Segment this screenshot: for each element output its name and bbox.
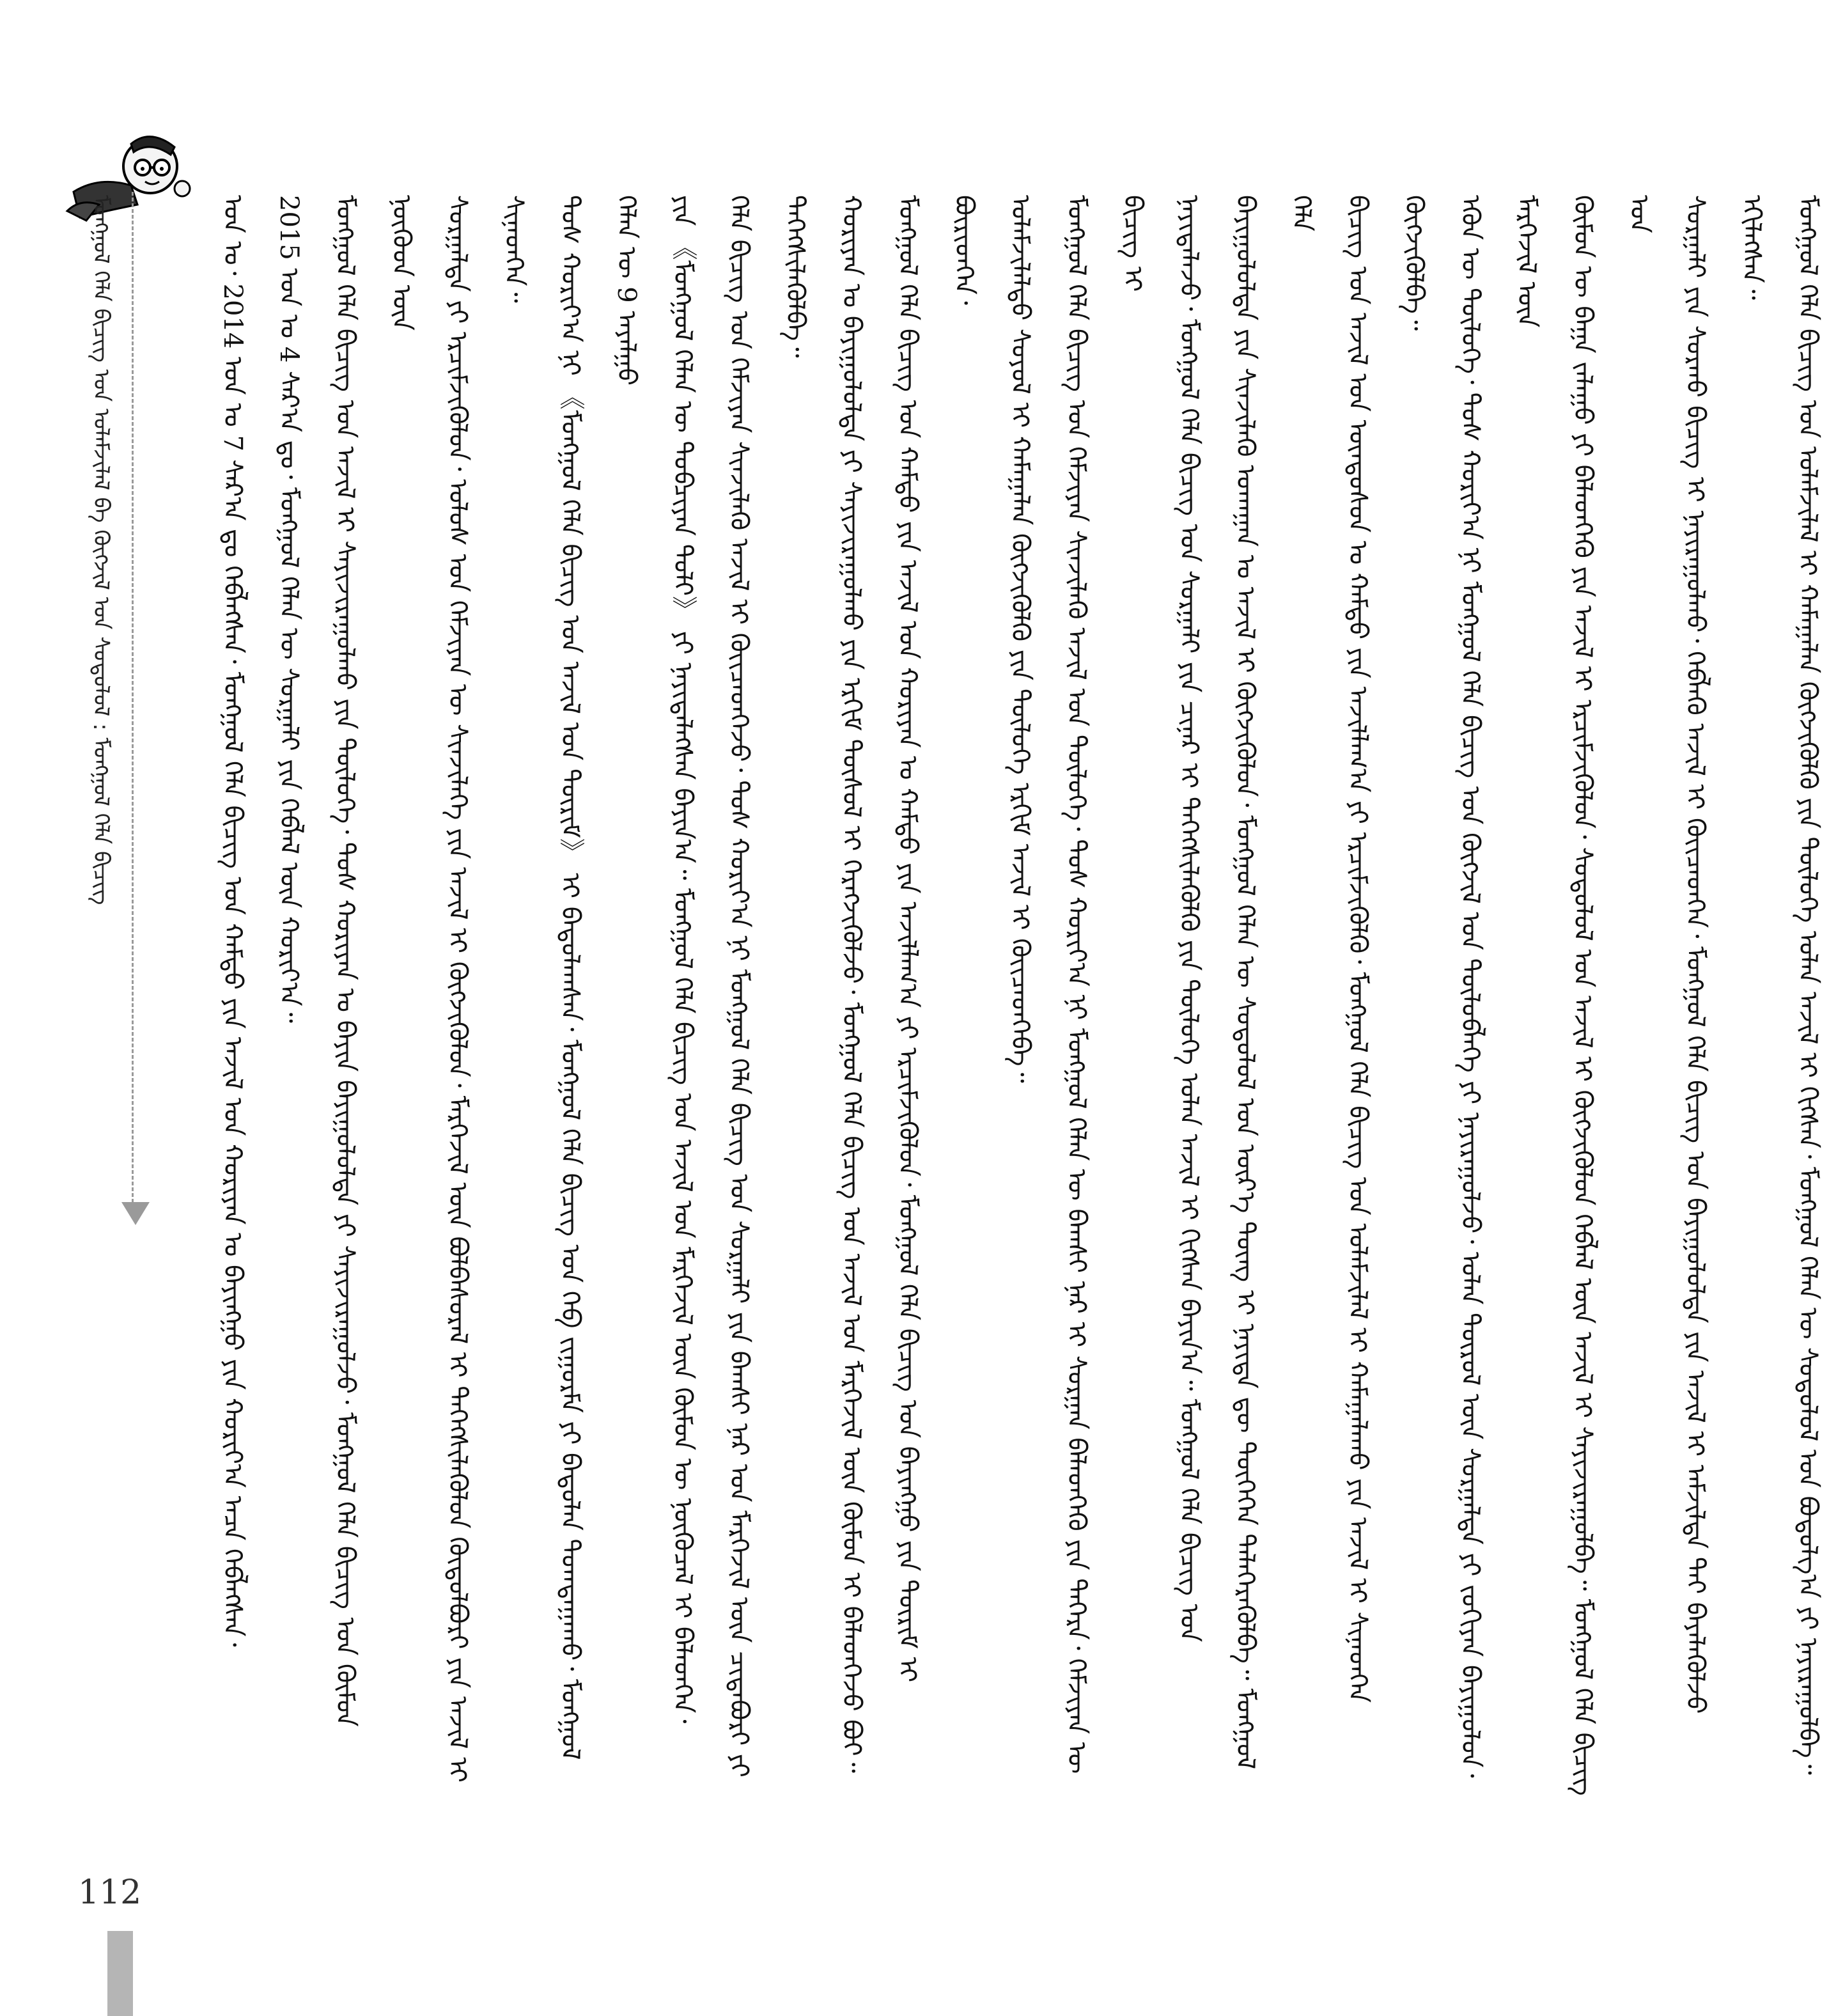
- text-line: ᠬᠣᠷᠢᠶᠠᠨ ᠤ ᠪᠠᠶᠢᠭᠤᠯᠤᠯᠲᠠ ᠶᠢ ᠰᠠᠶᠢᠵᠢᠷᠠᠭᠤᠯᠬᠤ ᠶᠢᠨ ᠡᠷᠬᠢᠮ ᠲᠥᠰᠥᠯ ᠢ ᠬᠡᠷᠡᠭᠵᠢᠭᠦᠯᠵᠦ᠂ ᠮᠣᠩᠭᠣᠯ ᠬᠡᠯᠡ ᠪᠢᠴᠢᠭ ᠤᠨ ᠠᠵᠢᠯ ᠤᠨ ᠮᠡᠷᠭᠡᠵᠢᠯ ᠦᠨ ᠬᠦᠮᠦᠨ ᠢ ᠪᠡᠯᠡᠳᠬᠡᠵᠦ ᠪᠤᠢ᠃: [837, 195, 866, 1773]
- text-line: ᠮᠣᠩᠭᠣᠯ ᠬᠡᠯᠡ ᠪᠢᠴᠢᠭ ᠤᠨ ᠤᠯᠠᠮᠵᠢᠯᠠᠯ ᠢ ᠬᠠᠮᠠᠭᠠᠯᠠᠨ ᠬᠥᠭᠵᠢᠭᠦᠯᠬᠦ ᠶᠢᠨ ᠲᠥᠯᠥᠭᠡ ᠣᠯᠠᠨ ᠠᠵᠢᠯ ᠢ ᠬᠢᠭᠰᠡᠨ᠂ ᠮᠣᠩᠭᠣᠯ ᠬᠡᠯᠡᠨ ᠦ ᠰᠤᠳᠤᠯᠤᠯ ᠤᠨ ᠪᠣᠳᠣᠯᠭ᠎ᠠ ᠶᠢ ᠨᠠᠶᠢᠷᠠᠭᠤᠯᠪᠠ᠃: [1793, 195, 1823, 1775]
- triangle-down-icon: [121, 1202, 150, 1225]
- text-line: ᠣᠨ ᠤ᠂ 2014 ᠣᠨ ᠤ 7 ᠰᠠᠷ᠎ᠠ ᠳᠤ ᠬᠡᠪᠯᠡᠭᠰᠡᠨ᠂ ᠮᠣᠩᠭᠣᠯ ᠬᠡᠯᠡ ᠪᠢᠴᠢᠭ ᠤᠨ ᠬᠠᠮᠲᠤ ᠶᠢᠨ ᠠᠵᠢᠯ ᠤᠨ ᠬᠣᠷᠢᠶᠠᠨ ᠤ ᠪᠠᠶᠢᠩᠭᠤ ᠶᠢᠨ ᠬᠣᠷᠢᠶ᠎ᠠ ᠠᠴᠠ ᠬᠡᠪᠯᠡᠭᠰᠡᠨ᠂: [218, 195, 247, 1647]
- body-text: [205, 195, 1823, 1800]
- text-line: 2015 ᠣᠨ ᠤ 4 ᠰᠠᠷ᠎ᠠ ᠳᠤ᠂ ᠮᠣᠩᠭᠣᠯ ᠬᠡᠯᠡᠨ ᠦ ᠰᠤᠷᠭᠠᠯᠢ ᠶᠢᠨ ᠬᠡᠪᠯᠡᠯ ᠦᠨ ᠬᠣᠷᠢᠶ᠎ᠠ᠃: [274, 195, 304, 1023]
- text-line: ᠲᠤᠰ ᠬᠣᠷᠢᠶ᠎ᠠ ᠨᠢ 《ᠮᠣᠩᠭᠣᠯ ᠬᠡᠯᠡ ᠪᠢᠴᠢᠭ ᠤᠨ ᠠᠵᠢᠯ ᠤᠨ ᠳᠦᠷᠢᠮ》 ᠢ ᠪᠠᠲᠤᠯᠠᠭᠰᠠᠨ᠂ ᠮᠣᠩᠭᠣᠯ ᠬᠡᠯᠡ ᠪᠢᠴᠢᠭ ᠤᠨ ᠬᠡᠪ ᠵᠢᠭᠤᠷᠮᠠ ᠶᠢ ᠪᠠᠳᠤᠯᠠᠨ ᠲᠣᠭᠲᠠᠭᠠᠬᠤ᠂ ᠮᠣᠩᠭᠣᠯ ᠬᠡᠯᠡᠨ ᠦ 9 ᠠᠶᠠᠯᠭᠤ: [556, 195, 641, 1760]
- text-line: ᠬᠡᠯᠡ ᠪᠢᠴᠢᠭ ᠤᠨ ᠬᠡᠮᠵᠢᠶᠡᠨ ᠰᠢᠨᠵᠢᠯᠡᠬᠦ ᠠᠵᠢᠯ ᠢ ᠭᠦᠢᠴᠡᠳᠭᠡᠵᠦ᠂ ᠲᠤᠰ ᠬᠣᠷᠢᠶ᠎ᠠ ᠨᠢ ᠮᠣᠩᠭᠣᠯ ᠬᠡᠯᠡ ᠪᠢᠴᠢᠭ ᠤᠨ ᠰᠤᠷᠭᠠᠯᠢ ᠶᠢᠨ ᠪᠠᠭᠰᠢ ᠨᠠᠷ ᠤᠨ ᠮᠡᠷᠭᠡᠵᠢᠯ ᠦᠨ ᠴᠢᠳᠠᠪᠤᠷᠢ ᠶᠢ ᠳᠡᠭᠡᠭᠰᠢᠯᠡᠭᠦᠯᠪᠡ᠃: [724, 195, 810, 1778]
- text-line: ᠪᠠᠶᠢᠭᠤᠯᠤᠯᠲᠠ ᠶᠢᠨ ᠰᠢᠨᠵᠢᠯᠡᠬᠦ ᠤᠬᠠᠭᠠᠨ ᠤ ᠠᠵᠢᠯ ᠢ ᠬᠥᠭᠵᠢᠭᠦᠯᠦᠨ᠂ ᠮᠣᠩᠭᠣᠯ ᠬᠡᠯᠡᠨ ᠦ ᠰᠤᠳᠤᠯᠤᠯ ᠤᠨ ᠦᠷ᠎ᠡ ᠳᠦᠩ ᠢ ᠨᠡᠶᠢᠲᠡ ᠳᠦ ᠲᠦᠭᠡᠭᠡᠨ ᠳᠡᠯᠡᠭᠡᠷᠡᠭᠦᠯᠪᠡ᠃ ᠮᠣᠩᠭᠣᠯ ᠬᠡᠯᠡ: [1231, 195, 1316, 1770]
- text-line: ᠬᠦᠮᠦᠨ ᠦ ᠪᠠᠭᠠ ᠵᠠᠯᠠᠭᠤ ᠶᠢ ᠪᠡᠯᠡᠳᠬᠡᠬᠦ ᠶᠢᠨ ᠠᠵᠢᠯ ᠢ ᠡᠷᠴᠢᠮᠵᠢᠭᠦᠯᠦᠨ᠂ ᠰᠤᠳᠤᠯᠤᠯ ᠤᠨ ᠠᠵᠢᠯ ᠢ ᠬᠥᠭᠵᠢᠭᠦᠯᠦᠨ ᠬᠡᠪᠯᠡᠯ ᠦᠨ ᠠᠵᠢᠯ ᠢ ᠰᠠᠶᠢᠵᠢᠷᠠᠭᠤᠯᠪᠠ᠃ ᠮᠣᠩᠭᠣᠯ ᠬᠡᠯᠡ ᠪᠢᠴᠢᠭ ᠤᠨ: [1568, 195, 1654, 1796]
- text-line: ᠰᠤᠷᠭᠠᠯᠲᠠ ᠶᠢ ᠡᠷᠴᠢᠮᠵᠢᠭᠦᠯᠦᠨ᠂ ᠤᠯᠤᠰ ᠤᠨ ᠬᠡᠮᠵᠢᠶᠡᠨ ᠦ ᠰᠢᠨᠵᠢᠯᠡᠭᠡ ᠶᠢᠨ ᠠᠵᠢᠯ ᠢ ᠬᠥᠭᠵᠢᠭᠦᠯᠦᠨ᠂ ᠮᠡᠷᠭᠡᠵᠢᠯ ᠦᠨ ᠪᠣᠯᠪᠠᠰᠤᠷᠠᠯ ᠢ ᠳᠡᠭᠡᠭᠰᠢᠯᠡᠭᠦᠯᠦᠨ ᠬᠥᠲᠥᠯᠪᠦᠷᠢ ᠶᠢᠨ ᠠᠵᠢᠯ ᠢ ᠰᠢᠨᠡᠳᠭᠡᠨ᠃: [443, 195, 529, 1783]
- text-line: ᠪᠢᠴᠢᠭ ᠤᠨ ᠠᠵᠢᠯ ᠤᠨ ᠦᠨᠳᠦᠰᠦᠨ ᠤ ᠬᠠᠮᠲᠤ ᠶᠢᠨ ᠠᠵᠢᠯᠯᠠᠭ᠎ᠠ ᠶᠢ ᠡᠷᠴᠢᠮᠵᠢᠭᠦᠯᠬᠦ᠂ ᠮᠣᠩᠭᠣᠯ ᠬᠡᠯᠡ ᠪᠢᠴᠢᠭ ᠤᠨ ᠤᠯᠠᠮᠵᠢᠯᠠᠯ ᠢ ᠬᠠᠮᠠᠭᠠᠯᠠᠬᠤ ᠶᠢᠨ ᠠᠵᠢᠯ ᠢ ᠰᠢᠨᠡᠳᠭᠡᠨ ᠬᠥᠭᠵᠢᠭᠦᠯᠪᠡ᠃: [1343, 195, 1429, 1703]
- page-number: 112: [78, 1873, 142, 1912]
- text-line: ᠰᠤᠷᠭᠠᠯᠢ ᠶᠢᠨ ᠰᠤᠷᠬᠤ ᠪᠢᠴᠢᠭ ᠢ ᠨᠠᠶᠢᠷᠠᠭᠤᠯᠬᠤ᠂ ᠬᠡᠪᠯᠡᠬᠦ ᠠᠵᠢᠯ ᠢ ᠭᠦᠢᠴᠡᠳᠭᠡᠨ᠂ ᠮᠣᠩᠭᠣᠯ ᠬᠡᠯᠡ ᠪᠢᠴᠢᠭ ᠤᠨ ᠪᠠᠶᠢᠭᠤᠯᠤᠯᠲᠠ ᠶᠢᠨ ᠠᠵᠢᠯ ᠢ ᠠᠮᠵᠢᠯᠲᠠ ᠲᠠᠶ ᠪᠡᠶᠡᠯᠡᠭᠦᠯᠵᠦ ᠡᠬᠢᠯᠡᠭᠰᠡᠨ᠃: [1681, 195, 1766, 1714]
- cartoon-reader-mascot-icon: [61, 115, 195, 224]
- text-line: ᠨᠡᠶᠢᠲᠡᠯᠡᠵᠦ᠂ ᠮᠣᠩᠭᠣᠯ ᠬᠡᠯᠡ ᠪᠢᠴᠢᠭ ᠤᠨ ᠰᠤᠷᠭᠠᠯᠢ ᠶᠢᠨ ᠴᠢᠨᠠᠷ ᠢ ᠳᠡᠭᠡᠭᠰᠢᠯᠡᠭᠦᠯᠬᠦ ᠶᠢᠨ ᠲᠥᠯᠥᠭᠡ ᠣᠯᠠᠨ ᠠᠵᠢᠯ ᠢ ᠬᠢᠭᠰᠡᠨ ᠪᠠᠶᠢᠨ᠎ᠠ᠃ ᠮᠣᠩᠭᠣᠯ ᠬᠡᠯᠡ ᠪᠢᠴᠢᠭ ᠤᠨ: [1174, 195, 1204, 1643]
- page-edge-tab: [107, 1931, 133, 2016]
- running-header-title: ᠮᠣᠩᠭᠣᠯ ᠬᠡᠯᠡ ᠪᠢᠴᠢᠭ ᠤᠨ ᠤᠯᠠᠮᠵᠢᠯᠠᠯ ᠪᠠ ᠬᠥᠭᠵᠢᠯ ᠤᠨ ᠰᠤᠳᠤᠯᠤᠯ : ᠮᠣᠩᠭᠣᠯ ᠬᠡᠯᠡ ᠪᠢᠴᠢᠭ: [88, 195, 114, 905]
- text-line: ᠮᠣᠩᠭᠣᠯ ᠬᠡᠯᠡ ᠪᠢᠴᠢᠭ ᠤᠨ ᠬᠠᠮᠲᠤ ᠶᠢᠨ ᠠᠵᠢᠯ ᠤᠨ ᠬᠣᠷᠢᠶᠠᠨ ᠤ ᠬᠠᠮᠲᠤ ᠶᠢᠨ ᠠᠵᠢᠯᠯᠠᠭ᠎ᠠ ᠶᠢ ᠡᠷᠴᠢᠮᠵᠢᠭᠦᠯᠦᠨ᠂ ᠮᠣᠩᠭᠣᠯ ᠬᠡᠯᠡ ᠪᠢᠴᠢᠭ ᠤᠨ ᠪᠠᠶᠢᠩᠭᠤ ᠶᠢᠨ ᠳᠦᠷᠢᠮ ᠢ ᠪᠦᠷᠢᠳᠭᠡᠨ᠂: [893, 195, 979, 1683]
- header-dashed-rule: [132, 192, 134, 1208]
- text-line: ᠮᠣᠩᠭᠣᠯ ᠬᠡᠯᠡ ᠪᠢᠴᠢᠭ ᠤᠨ ᠬᠡᠮᠵᠢᠶᠡᠨ ᠰᠢᠨᠵᠢᠯᠡᠬᠦ ᠠᠵᠢᠯ ᠤᠨ ᠲᠥᠯᠥᠭᠡ᠂ ᠲᠤᠰ ᠬᠣᠷᠢᠶ᠎ᠠ ᠨᠢ ᠮᠣᠩᠭᠣᠯ ᠬᠡᠯᠡᠨ ᠦ ᠪᠠᠭᠰᠢ ᠨᠠᠷ ᠢ ᠰᠤᠷᠭᠠᠨ ᠪᠡᠯᠡᠳᠬᠡᠬᠦ ᠶᠢᠨ ᠳᠡᠭᠡᠷᠡ᠂ ᠬᠡᠮᠵᠢᠶᠡᠨ ᠦ ᠪᠢᠴᠢᠭ ᠢ: [1062, 195, 1148, 1774]
- text-line: ᠡᠭᠦᠨ ᠦ ᠲᠥᠯᠥᠭᠡ᠂ ᠲᠤᠰ ᠬᠣᠷᠢᠶ᠎ᠠ ᠨᠢ ᠮᠣᠩᠭᠣᠯ ᠬᠡᠯᠡ ᠪᠢᠴᠢᠭ ᠤᠨ ᠬᠥᠭᠵᠢᠯ ᠤᠨ ᠲᠥᠯᠥᠪᠯᠡᠭᠡ ᠶᠢ ᠨᠠᠶᠢᠷᠠᠭᠤᠯᠵᠤ᠂ ᠣᠯᠠᠨ ᠲᠥᠷᠦᠯ ᠦᠨ ᠰᠤᠷᠭᠠᠯᠲᠠ ᠶᠢ ᠵᠣᠬᠢᠶᠠᠨ ᠪᠠᠶᠢᠭᠤᠯᠤᠨ᠂ ᠮᠡᠷᠭᠡᠵᠢᠯ ᠦᠨ: [1456, 195, 1541, 1778]
- text-line: ᠮᠣᠩᠭᠣᠯ ᠬᠡᠯᠡ ᠪᠢᠴᠢᠭ ᠤᠨ ᠠᠵᠢᠯ ᠢ ᠰᠠᠶᠢᠵᠢᠷᠠᠭᠤᠯᠬᠤ ᠶᠢᠨ ᠲᠥᠯᠥᠭᠡ᠂ ᠲᠤᠰ ᠬᠣᠷᠢᠶᠠᠨ ᠤ ᠪᠠᠶᠢᠨ ᠪᠠᠶᠢᠭᠤᠯᠤᠯᠲᠠ ᠶᠢ ᠰᠠᠶᠢᠵᠢᠷᠠᠭᠤᠯᠵᠤ᠂ ᠮᠣᠩᠭᠣᠯ ᠬᠡᠯᠡ ᠪᠢᠴᠢᠭ ᠤᠨ ᠬᠦᠮᠦᠨ ᠨᠦᠭᠦᠳ ᠦᠨ: [331, 195, 416, 1727]
- text-line: ᠶᠢᠨ 《ᠮᠣᠩᠭᠣᠯ ᠬᠡᠯᠡᠨ ᠦ ᠲᠣᠪᠴᠢᠶᠠᠨ ᠲᠣᠯᠢ》 ᠶᠢ ᠨᠡᠶᠢᠲᠡᠯᠡᠭᠰᠡᠨ ᠪᠠᠶᠢᠨ᠎ᠠ᠃ ᠮᠣᠩᠭᠣᠯ ᠬᠡᠯᠡ ᠪᠢᠴᠢᠭ ᠤᠨ ᠠᠵᠢᠯ ᠤᠨ ᠮᠡᠷᠭᠡᠵᠢᠯ ᠦᠨ ᠬᠦᠮᠦᠨ ᠦ ᠨᠥᠭᠦᠴᠡᠯ ᠢ ᠪᠡᠯᠡᠳᠬᠡᠨ᠂: [668, 195, 697, 1724]
- text-line: ᠤᠯᠠᠮᠵᠢᠯᠠᠯᠲᠤ ᠰᠣᠶᠤᠯ ᠢ ᠬᠠᠮᠠᠭᠠᠯᠠᠨ ᠬᠥᠭᠵᠢᠭᠦᠯᠬᠦ ᠶᠢᠨ ᠲᠥᠯᠥᠭᠡ ᠡᠷᠬᠢᠮ ᠠᠵᠢᠯ ᠢ ᠭᠦᠢᠴᠡᠳᠭᠡᠪᠡ᠃: [1006, 195, 1035, 1083]
